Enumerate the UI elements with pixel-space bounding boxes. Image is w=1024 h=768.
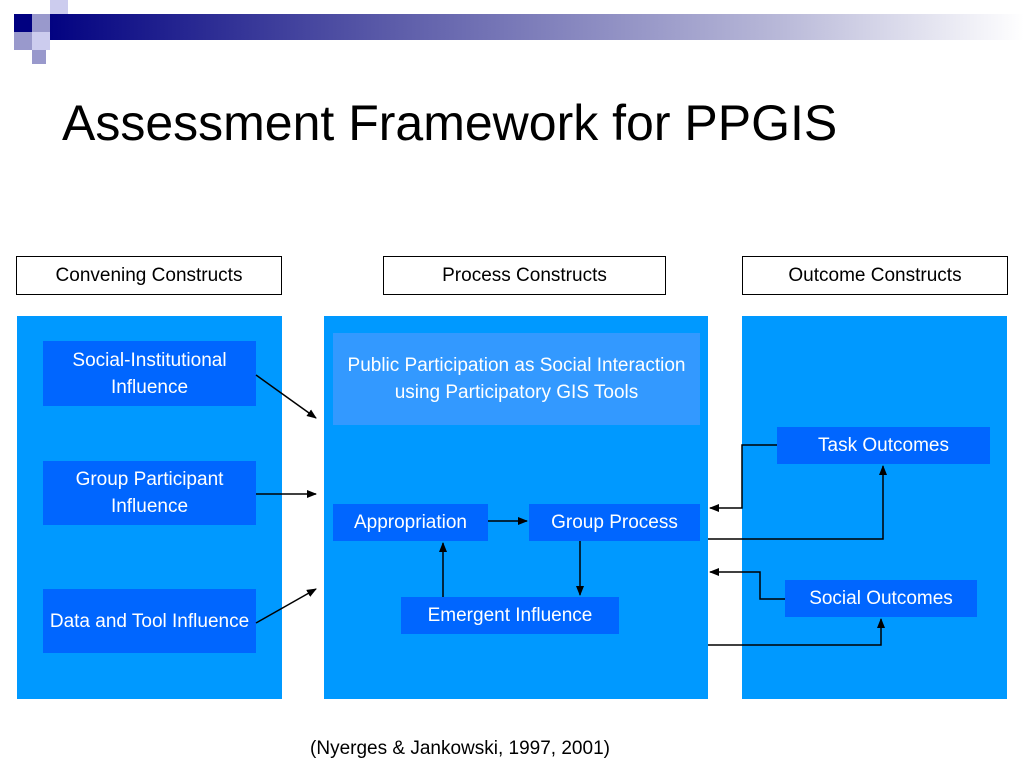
data-tool-influence-box: Data and Tool Influence bbox=[43, 589, 256, 653]
task-outcomes-box: Task Outcomes bbox=[777, 427, 990, 464]
arrow-social-outcomes-feedback bbox=[710, 572, 785, 599]
appropriation-box: Appropriation bbox=[333, 504, 488, 541]
header-process-constructs: Process Constructs bbox=[383, 256, 666, 295]
social-outcomes-box: Social Outcomes bbox=[785, 580, 977, 617]
group-participant-influence-box: Group Participant Influence bbox=[43, 461, 256, 525]
arrow-process-to-task-outcomes bbox=[708, 466, 883, 539]
arrow-data-to-process bbox=[256, 589, 316, 623]
arrow-task-outcomes-feedback bbox=[710, 445, 777, 508]
slide-title: Assessment Framework for PPGIS bbox=[62, 95, 838, 151]
arrow-process-to-social-outcomes bbox=[708, 619, 881, 645]
header-outcome-constructs: Outcome Constructs bbox=[742, 256, 1008, 295]
group-process-box: Group Process bbox=[529, 504, 700, 541]
social-institutional-influence-box: Social-Institutional Influence bbox=[43, 341, 256, 406]
citation: (Nyerges & Jankowski, 1997, 2001) bbox=[310, 738, 610, 759]
header-convening-constructs: Convening Constructs bbox=[16, 256, 282, 295]
public-participation-box: Public Participation as Social Interaction using Participatory GIS Tools bbox=[333, 333, 700, 425]
emergent-influence-box: Emergent Influence bbox=[401, 597, 619, 634]
arrow-social-to-process bbox=[256, 375, 316, 418]
